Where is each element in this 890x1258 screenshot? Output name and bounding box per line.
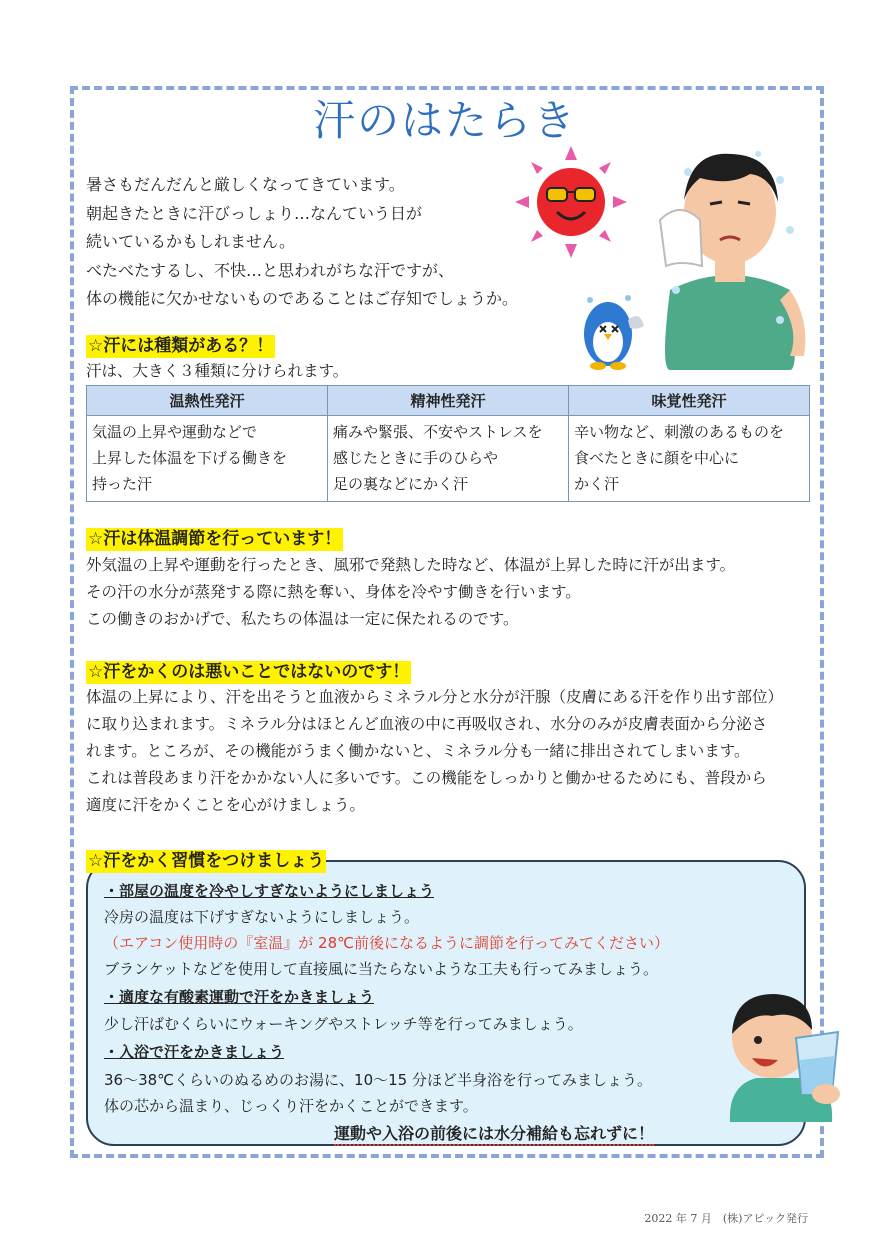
section-heading-habits: ☆汗をかく習慣をつけましょう <box>88 851 325 871</box>
habit-text: ブランケットなどを使用して直接風に当たらないような工夫も行ってみましょう。 <box>104 960 658 978</box>
types-lead: 汗は、大きく３種類に分けられます。 <box>86 362 349 380</box>
column-header: 精神性発汗 <box>328 386 569 416</box>
intro-line: 体の機能に欠かせないものであることはご存知でしょうか。 <box>86 289 519 308</box>
text-line: 外気温の上昇や運動を行ったとき、風邪で発熱した時など、体温が上昇した時に汗が出ます。 <box>86 556 736 574</box>
boy-drinking-illustration <box>716 982 852 1122</box>
cell-line: 辛い物など、刺激のあるものを <box>574 423 785 441</box>
table-header-row <box>87 386 810 416</box>
cell-line: 感じたときに手のひらや <box>333 449 499 467</box>
sun-illustration <box>515 146 627 258</box>
habit-note: （エアコン使用時の『室温』が 28℃前後になるように調節を行ってみてください） <box>104 934 669 952</box>
table-cell <box>87 416 328 502</box>
cell-line: かく汗 <box>574 475 620 493</box>
section-heading-types: ☆汗には種類がある？！ <box>88 336 274 356</box>
text-line: その汗の水分が蒸発する際に熱を奪い、身体を冷やす働きを行います。 <box>86 583 581 601</box>
text-line: れます。ところが、その機能がうまく働かないと、ミネラル分も一緒に排出されてしまいます。 <box>86 742 750 760</box>
cell-line: 痛みや緊張、不安やストレスを <box>333 423 543 441</box>
column-header: 味覚性発汗 <box>569 386 810 416</box>
footer-publisher: 2022 年 7 月 (株)アピック発行 <box>644 1212 808 1225</box>
cell-line: 持った汗 <box>92 475 153 493</box>
habit-subheading-room: ・部屋の温度を冷やしすぎないようにしましょう <box>104 882 435 900</box>
table-row <box>87 416 810 502</box>
section-heading-regulation: ☆汗は体温調節を行っています！ <box>88 529 342 549</box>
intro-line: 朝起きたときに汗びっしょり…なんていう日が <box>86 203 423 223</box>
intro-line: 続いているかもしれません。 <box>86 232 295 251</box>
closing-message: 運動や入浴の前後には水分補給も忘れずに！ <box>334 1121 654 1146</box>
habit-text: 少し汗ばむくらいにウォーキングやストレッチ等を行ってみましょう。 <box>104 1015 583 1033</box>
table-cell <box>569 416 810 502</box>
habit-subheading-exercise: ・適度な有酸素運動で汗をかきましょう <box>104 988 375 1006</box>
sweating-man-illustration <box>640 140 810 370</box>
page-title: 汗のはたらき <box>312 96 577 145</box>
section-heading-not-bad: ☆汗をかくのは悪いことではないのです！ <box>88 662 410 682</box>
intro-text <box>86 171 518 314</box>
not-bad-text <box>86 684 783 819</box>
cell-line: 足の裏などにかく汗 <box>333 475 469 493</box>
sweat-types-table <box>86 385 810 502</box>
intro-line: べたべたするし、不快…と思われがちな汗ですが、 <box>86 260 455 280</box>
cell-line: 気温の上昇や運動などで <box>92 423 258 441</box>
habit-text: 体の芯から温まり、じっくり汗をかくことができます。 <box>104 1097 478 1115</box>
text-line: これは普段あまり汗をかかない人に多いです。この機能をしっかりと働かせるためにも、普段から <box>86 769 767 787</box>
column-header: 温熱性発汗 <box>87 386 328 416</box>
penguin-illustration <box>578 290 648 372</box>
regulation-text <box>86 552 735 633</box>
table-cell <box>328 416 569 502</box>
habit-text: 36～38℃くらいのぬるめのお湯に、10～15 分ほど半身浴を行ってみましょう。 <box>104 1071 652 1089</box>
habit-subheading-bath: ・入浴で汗をかきましょう <box>104 1043 285 1061</box>
intro-line: 暑さもだんだんと厳しくなってきています。 <box>86 175 405 194</box>
habit-text: 冷房の温度は下げすぎないようにしましょう。 <box>104 908 420 926</box>
cell-line: 上昇した体温を下げる働きを <box>92 449 288 467</box>
text-line: に取り込まれます。ミネラル分はほとんど血液の中に再吸収され、水分のみが皮膚表面から分泌さ <box>86 715 768 733</box>
text-line: 適度に汗をかくことを心がけましょう。 <box>86 796 366 814</box>
text-line: 体温の上昇により、汗を出そうと血液からミネラル分と水分が汗腺（皮膚にある汗を作り出す部位） <box>86 688 784 706</box>
text-line: この働きのおかげで、私たちの体温は一定に保たれるのです。 <box>86 610 519 628</box>
cell-line: 食べたときに顔を中心に <box>574 449 740 467</box>
